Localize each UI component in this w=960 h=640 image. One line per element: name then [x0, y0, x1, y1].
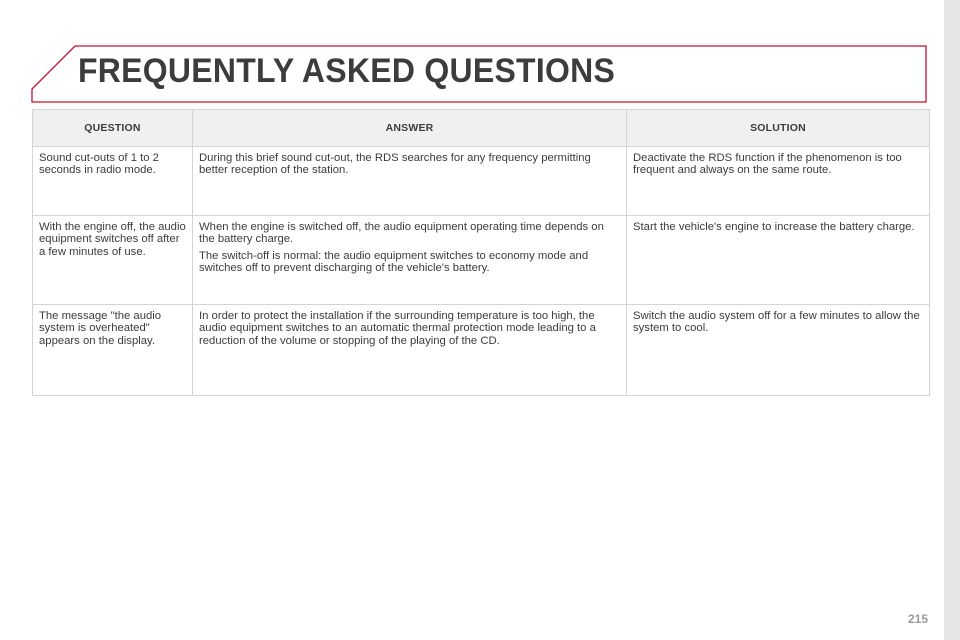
solution-cell: [627, 305, 930, 396]
answer-cell: [193, 147, 627, 216]
solution-cell: [627, 216, 930, 305]
answer-paragraph: In order to protect the installation if the surrounding temperature is too high, the audio equipment switches to an automatic thermal protection mode leading to a reduction of the volume or stopping of the playing of the CD.: [199, 310, 596, 347]
page-number: 215: [908, 612, 929, 626]
answer-cell: [193, 305, 627, 396]
question-text: The message "the audio system is overheated" appears on the display.: [39, 310, 162, 347]
solution-cell: [627, 147, 930, 216]
question-cell: [33, 216, 193, 305]
table-row: [33, 216, 930, 305]
solution-text: Switch the audio system off for a few minutes to allow the system to cool.: [633, 310, 920, 335]
faq-table: [32, 109, 930, 396]
solution-text: Deactivate the RDS function if the phenomenon is too frequent and always on the same route.: [633, 152, 902, 177]
question-text: With the engine off, the audio equipment switches off after a few minutes of use.: [39, 221, 186, 258]
answer-paragraph: During this brief sound cut-out, the RDS searches for any frequency permitting better reception of the station.: [199, 152, 591, 177]
column-header-answer: ANSWER: [193, 110, 627, 147]
answer-paragraph: The switch-off is normal: the audio equipment switches to economy mode and switches off to prevent discharging of the vehicle's battery.: [199, 249, 589, 275]
solution-text: Start the vehicle's engine to increase the battery charge.: [633, 221, 915, 233]
table-row: [33, 147, 930, 216]
question-cell: [33, 305, 193, 396]
answer-cell: [193, 216, 627, 305]
column-header-solution: SOLUTION: [627, 110, 930, 147]
table-header-row: [33, 110, 930, 147]
answer-paragraph: When the engine is switched off, the audio equipment operating time depends on the battery charge.: [199, 221, 604, 246]
page-title: FREQUENTLY ASKED QUESTIONS: [78, 52, 616, 90]
table-row: [33, 305, 930, 396]
question-cell: [33, 147, 193, 216]
question-text: Sound cut-outs of 1 to 2 seconds in radio mode.: [39, 152, 159, 177]
column-header-question: QUESTION: [33, 110, 193, 147]
